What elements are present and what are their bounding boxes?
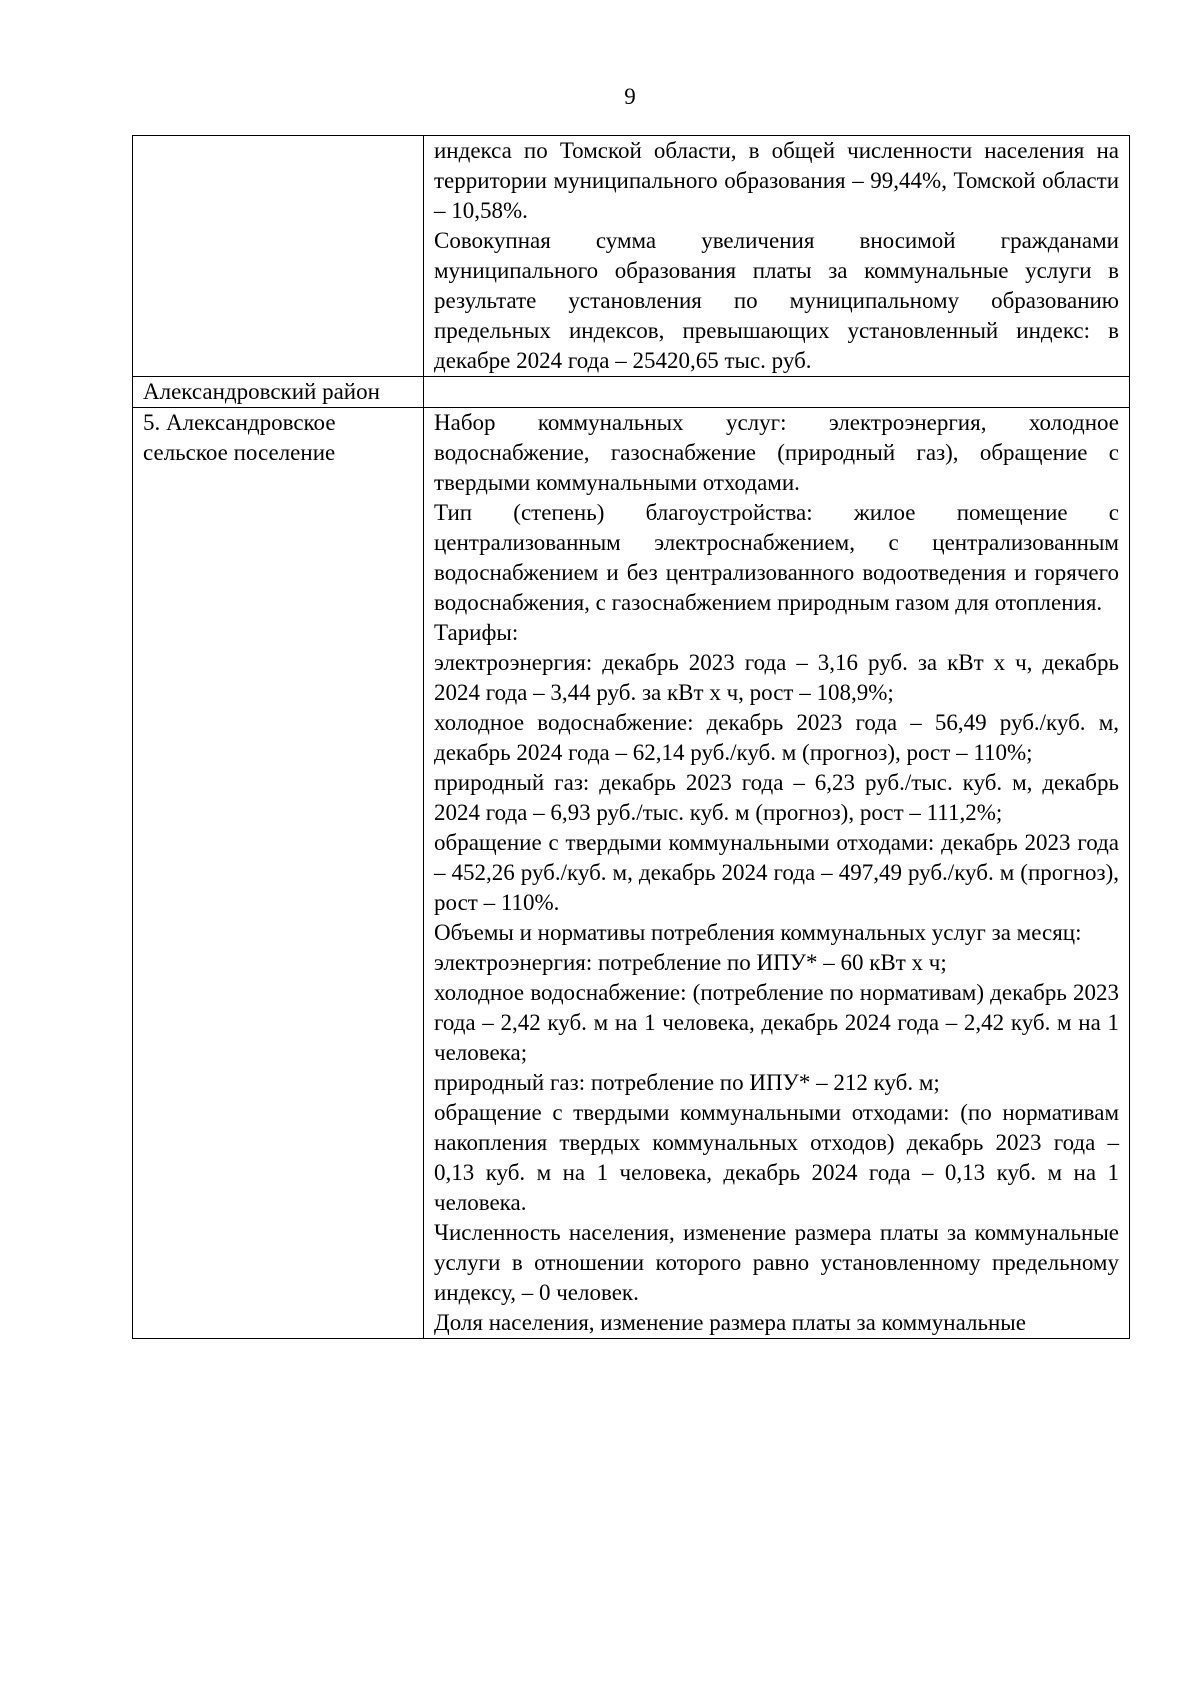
document-table [132,135,1130,1339]
table-row [133,408,1130,1339]
paragraph: индекса по Томской области, в общей численности населения на территории муниципального образования – 99,44%, Томской области – 10,58%. [434,138,1119,223]
paragraph: холодное водоснабжение: декабрь 2023 года – 56,49 руб./куб. м, декабрь 2024 года – 62,14 руб./куб. м (прогноз), рост – 110%; [434,710,1119,765]
page-number: 9 [624,84,636,109]
paragraph: холодное водоснабжение: (потребление по нормативам) декабрь 2023 года – 2,42 куб. м на 1 человека, декабрь 2024 года – 2,42 куб. м на 1 человека; [434,980,1119,1065]
table-cell-left: Александровский район [133,377,424,408]
paragraph: природный газ: потребление по ИПУ* – 212 куб. м; [434,1070,940,1095]
paragraph: электроэнергия: потребление по ИПУ* – 60 кВт х ч; [434,950,947,975]
paragraph: Тарифы: [434,620,519,645]
paragraph: обращение с твердыми коммунальными отходами: (по нормативам накопления твердых коммунальных отходов) декабрь 2023 года – 0,13 куб. м на 1 человека, декабрь 2024 года – 0,13 куб. м на 1 человека. [434,1100,1119,1215]
paragraph: Объемы и нормативы потребления коммунальных услуг за месяц: [434,920,1082,945]
paragraph: Численность населения, изменение размера платы за коммунальные услуги в отношении которого равно установленному предельному индексу, – 0 человек. [434,1220,1119,1305]
table-row [133,136,1130,377]
paragraph: Совокупная сумма увеличения вносимой гражданами муниципального образования платы за коммунальные услуги в результате установления по муниципальному образованию предельных индексов, превышающих установленный индекс: в декабре 2024 года – 25420,65 тыс. руб. [434,228,1119,373]
table-cell-right [424,408,1130,1339]
paragraph: Набор коммунальных услуг: электроэнергия, холодное водоснабжение, газоснабжение (природный газ), обращение с твердыми коммунальными отходами. [434,410,1119,495]
paragraph: обращение с твердыми коммунальными отходами: декабрь 2023 года – 452,26 руб./куб. м, декабрь 2024 года – 497,49 руб./куб. м (прогноз), рост – 110%. [434,830,1119,915]
table-cell-left: 5. Александровское сельское поселение [133,408,424,1339]
table-cell-left [133,136,424,377]
table-row [133,377,1130,408]
paragraph: электроэнергия: декабрь 2023 года – 3,16 руб. за кВт х ч, декабрь 2024 года – 3,44 руб. за кВт х ч, рост – 108,9%; [434,650,1119,705]
paragraph: природный газ: декабрь 2023 года – 6,23 руб./тыс. куб. м, декабрь 2024 года – 6,93 руб./тыс. куб. м (прогноз), рост – 111,2%; [434,770,1119,825]
table-cell-right [424,377,1130,408]
table-cell-right [424,136,1130,377]
paragraph: Тип (степень) благоустройства: жилое помещение с централизованным электроснабжением, с централизованным водоснабжением и без централизованного водоотведения и горячего водоснабжения, с газоснабжением природным газом для отопления. [434,500,1119,615]
paragraph: Доля населения, изменение размера платы за коммунальные [434,1310,1026,1335]
